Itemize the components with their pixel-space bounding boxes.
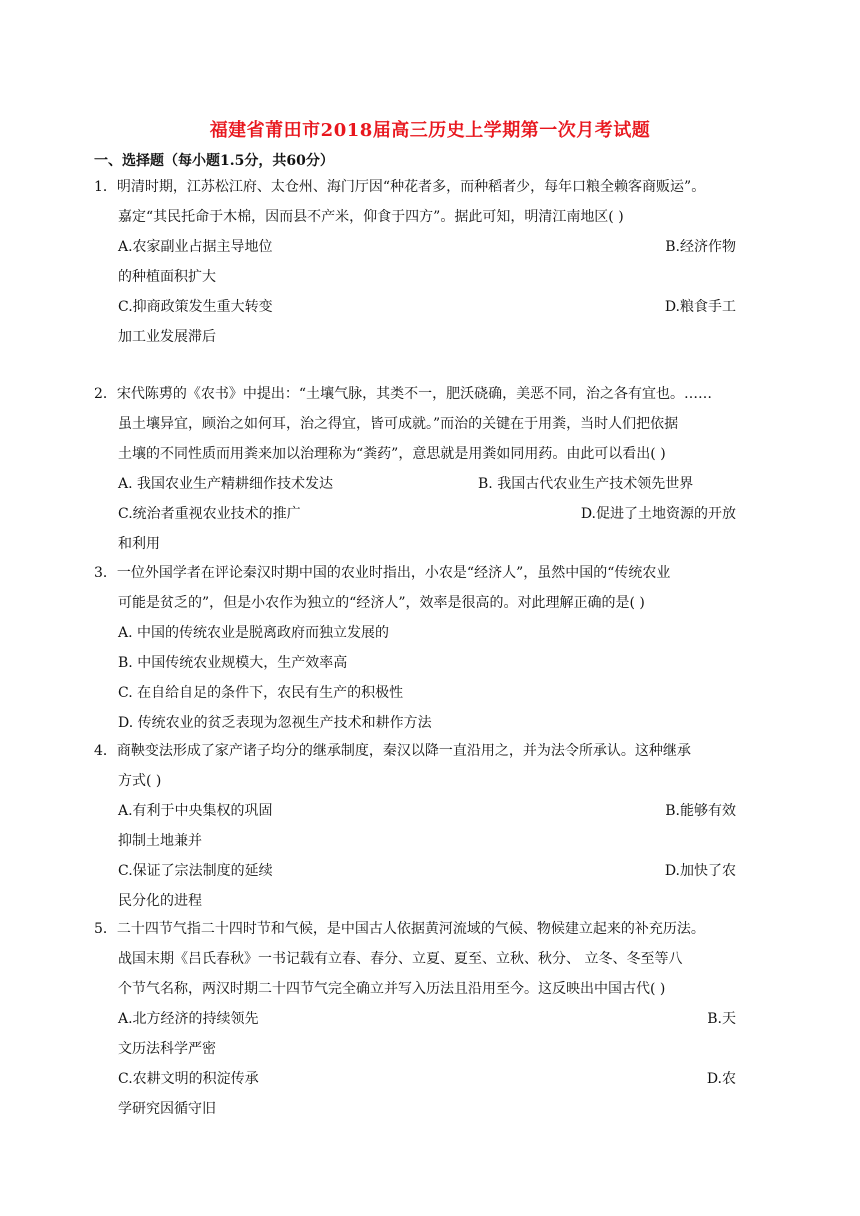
q1-stem-line2: 嘉定“其民托命于木棉，因而县不产米，仰食于四方”。据此可知，明清江南地区( )	[118, 209, 624, 225]
q3-option-c: C. 在自给自足的条件下，农民有生产的积极性	[118, 685, 404, 701]
q5-option-d: D.农	[706, 1071, 736, 1087]
q5-stem-line2: 战国末期《吕氏春秋》一书记载有立春、春分、立夏、夏至、立秋、秋分、 立冬、冬至等八	[118, 951, 683, 967]
q4-stem-line1: 4．商鞅变法形成了家产诸子均分的继承制度，秦汉以降一直沿用之，并为法令所承认。这种继承	[94, 743, 691, 759]
q2-option-d-cont: 和利用	[118, 536, 160, 552]
q2-option-b: B. 我国古代农业生产技术领先世界	[478, 476, 694, 492]
q4-option-d: D.加快了农	[664, 863, 736, 879]
q4-option-b-cont: 抑制土地兼并	[118, 833, 202, 849]
q2-stem-line2: 虽土壤异宜，顾治之如何耳，治之得宜，皆可成就。”而治的关键在于用粪，当时人们把依据	[118, 416, 679, 432]
q2-stem-line1: 2．宋代陈旉的《农书》中提出：“土壤气脉，其类不一，肥沃硗确，美恶不同，治之各有宜也。……	[94, 386, 713, 402]
q5-option-b-cont: 文历法科学严密	[118, 1041, 216, 1057]
q5-option-c: C.农耕文明的积淀传承	[118, 1071, 259, 1087]
q4-option-c: C.保证了宗法制度的延续	[118, 863, 273, 879]
q4-stem-line2: 方式( )	[118, 773, 162, 789]
q3-stem-line2: 可能是贫乏的”，但是小农作为独立的“经济人”，效率是很高的。对此理解正确的是( )	[118, 595, 645, 611]
q3-option-b: B. 中国传统农业规模大，生产效率高	[118, 655, 348, 671]
section-heading: 一、选择题（每小题1.5分，共60分）	[94, 153, 334, 169]
q2-stem-line3: 土壤的不同性质而用粪来加以治理称为“粪药”，意思就是用粪如同用药。由此可以看出( )	[118, 446, 666, 462]
q1-option-b-cont: 的种植面积扩大	[118, 269, 216, 285]
q2-option-a: A. 我国农业生产精耕细作技术发达	[118, 476, 334, 492]
q4-option-a: A.有利于中央集权的巩固	[118, 803, 273, 819]
q1-option-c: C.抑商政策发生重大转变	[118, 299, 273, 315]
q1-stem-line1: 1．明清时期，江苏松江府、太仓州、海门厅因“种花者多，而种稻者少，每年口粮全赖客商贩运”。	[94, 179, 706, 195]
q4-option-b: B.能够有效	[665, 803, 736, 819]
q3-stem-line1: 3．一位外国学者在评论秦汉时期中国的农业时指出，小农是“经济人”，虽然中国的“传统农业	[94, 565, 671, 581]
q5-option-b: B.天	[707, 1011, 736, 1027]
q1-option-a: A.农家副业占据主导地位	[118, 239, 273, 255]
q5-stem-line1: 5．二十四节气指二十四时节和气候，是中国古人依据黄河流域的气候、物候建立起来的补充历法。	[94, 921, 705, 937]
q5-option-d-cont: 学研究因循守旧	[118, 1101, 216, 1117]
q5-stem-line3: 个节气名称，两汉时期二十四节气完全确立并写入历法且沿用至今。这反映出中国古代( )	[118, 981, 666, 997]
q2-option-d: D.促进了土地资源的开放	[580, 506, 736, 522]
q3-option-a: A. 中国的传统农业是脱离政府而独立发展的	[118, 625, 390, 641]
q3-option-d: D. 传统农业的贫乏表现为忽视生产技术和耕作方法	[118, 715, 432, 731]
document-title: 福建省莆田市2018届高三历史上学期第一次月考试题	[209, 120, 651, 141]
q4-option-d-cont: 民分化的进程	[118, 893, 202, 909]
q2-option-c: C.统治者重视农业技术的推广	[118, 506, 301, 522]
q1-option-b: B.经济作物	[665, 239, 736, 255]
q1-option-d: D.粮食手工	[664, 299, 736, 315]
q1-option-d-cont: 加工业发展滞后	[118, 329, 216, 345]
q5-option-a: A.北方经济的持续领先	[118, 1011, 259, 1027]
